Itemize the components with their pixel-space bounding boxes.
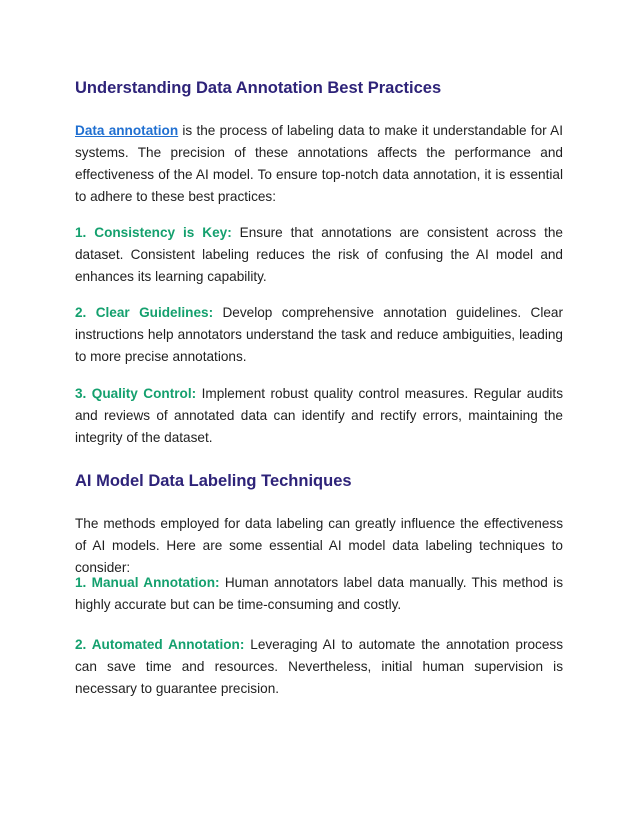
practice-consistency-text: Ensure that annotations are consistent across the dataset. Consistent labeling reduces the risk of confusing the AI model and enhances its learning capability. [75,225,563,284]
practice-guidelines-lead: 2. Clear Guidelines: [75,305,214,320]
practice-quality-control [75,383,563,449]
section-heading-labeling-techniques: AI Model Data Labeling Techniques [75,472,352,490]
technique-manual-annotation [75,572,563,616]
practice-consistency [75,222,563,288]
technique-manual-text: Human annotators label data manually. This method is highly accurate but can be time-consuming and costly. [75,575,563,612]
practice-quality-control-lead: 3. Quality Control: [75,386,197,401]
techniques-intro-paragraph: The methods employed for data labeling can greatly influence the effectiveness of AI models. Here are some essential AI model data labeling techniques to consider: [75,516,563,575]
data-annotation-link[interactable]: Data annotation [75,123,179,138]
practice-guidelines-text: Develop comprehensive annotation guidelines. Clear instructions help annotators understand the task and reduce ambiguities, leading to more precise annotations. [75,305,563,364]
intro-text: is the process of labeling data to make it understandable for AI systems. The precision of these annotations affects the performance and effectiveness of the AI model. To ensure top-notch data annotation, it is essential to adhere to these best practices: [75,123,563,204]
technique-manual-lead: 1. Manual Annotation: [75,575,220,590]
practice-guidelines [75,302,563,368]
practice-consistency-lead: 1. Consistency is Key: [75,225,232,240]
technique-automated-annotation [75,634,563,700]
practice-quality-control-text: Implement robust quality control measures. Regular audits and reviews of annotated data can identify and rectify errors, maintaining the integrity of the dataset. [75,386,563,445]
section-heading-best-practices: Understanding Data Annotation Best Practices [75,79,442,97]
intro-paragraph [75,120,563,208]
technique-automated-text: Leveraging AI to automate the annotation process can save time and resources. Nevertheless, initial human supervision is necessary to guarantee precision. [75,637,563,696]
technique-automated-lead: 2. Automated Annotation: [75,637,245,652]
